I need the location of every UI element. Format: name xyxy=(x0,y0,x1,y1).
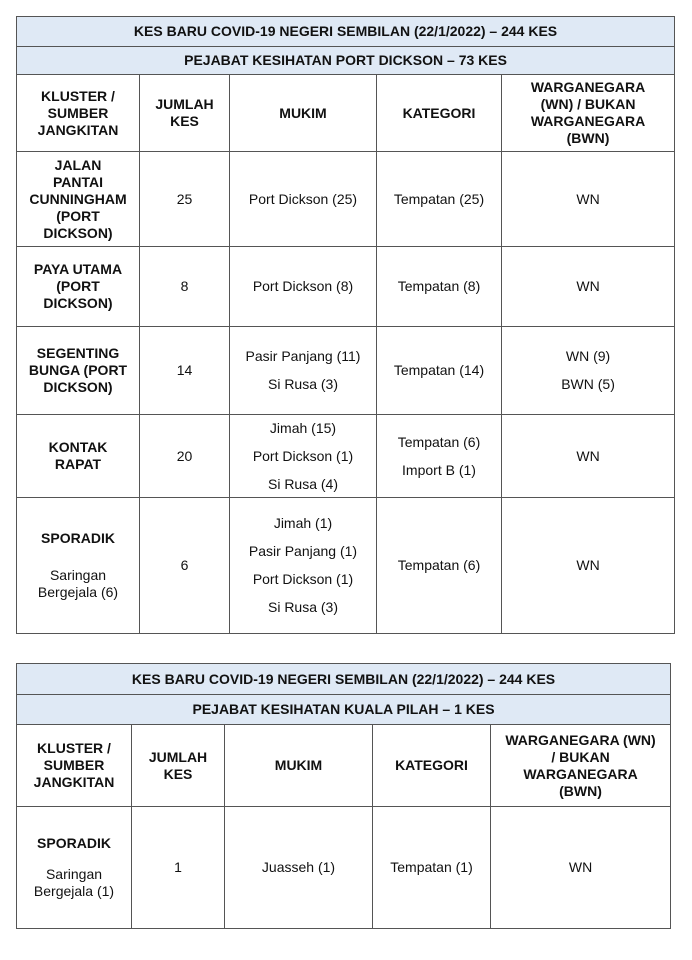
mukim-cell: Pasir Panjang (11) Si Rusa (3) xyxy=(230,327,377,415)
kluster-cell: SPORADIK Saringan Bergejala (1) xyxy=(17,807,132,929)
kategori-cell: Tempatan (6) Import B (1) xyxy=(377,415,502,498)
kuala-pilah-table xyxy=(16,663,671,929)
table-row xyxy=(17,807,671,929)
kategori-cell: Tempatan (8) xyxy=(377,247,502,327)
mukim-cell: Jimah (15) Port Dickson (1) Si Rusa (4) xyxy=(230,415,377,498)
warganegara-cell: WN (9) BWN (5) xyxy=(502,327,675,415)
header-kategori: KATEGORI xyxy=(377,75,502,152)
header-jumlah: JUMLAH KES xyxy=(140,75,230,152)
mukim-cell: Port Dickson (8) xyxy=(230,247,377,327)
warganegara-cell: WN xyxy=(491,807,671,929)
table-row xyxy=(17,415,675,498)
table-title: KES BARU COVID-19 NEGERI SEMBILAN (22/1/2022) – 244 KES xyxy=(17,664,671,695)
office-title: PEJABAT KESIHATAN PORT DICKSON – 73 KES xyxy=(17,47,675,75)
office-title: PEJABAT KESIHATAN KUALA PILAH – 1 KES xyxy=(17,695,671,725)
port-dickson-table xyxy=(16,16,675,634)
header-mukim: MUKIM xyxy=(225,725,373,807)
header-kluster: KLUSTER / SUMBER JANGKITAN xyxy=(17,75,140,152)
jumlah-cell: 20 xyxy=(140,415,230,498)
kluster-cell: PAYA UTAMA (PORT DICKSON) xyxy=(17,247,140,327)
header-warganegara: WARGANEGARA (WN) / BUKAN WARGANEGARA (BWN) xyxy=(502,75,675,152)
kluster-cell: SEGENTING BUNGA (PORT DICKSON) xyxy=(17,327,140,415)
jumlah-cell: 1 xyxy=(132,807,225,929)
table-row xyxy=(17,247,675,327)
jumlah-cell: 8 xyxy=(140,247,230,327)
table-row xyxy=(17,152,675,247)
mukim-cell: Port Dickson (25) xyxy=(230,152,377,247)
table-title: KES BARU COVID-19 NEGERI SEMBILAN (22/1/2022) – 244 KES xyxy=(17,17,675,47)
mukim-cell: Juasseh (1) xyxy=(225,807,373,929)
kluster-cell: KONTAK RAPAT xyxy=(17,415,140,498)
kluster-cell: SPORADIK Saringan Bergejala (6) xyxy=(17,498,140,634)
warganegara-cell: WN xyxy=(502,415,675,498)
warganegara-cell: WN xyxy=(502,152,675,247)
kategori-cell: Tempatan (1) xyxy=(373,807,491,929)
warganegara-cell: WN xyxy=(502,498,675,634)
warganegara-cell: WN xyxy=(502,247,675,327)
kategori-cell: Tempatan (25) xyxy=(377,152,502,247)
header-kategori: KATEGORI xyxy=(373,725,491,807)
jumlah-cell: 25 xyxy=(140,152,230,247)
jumlah-cell: 6 xyxy=(140,498,230,634)
table-row xyxy=(17,498,675,634)
kluster-cell: JALAN PANTAI CUNNINGHAM (PORT DICKSON) xyxy=(17,152,140,247)
kategori-cell: Tempatan (6) xyxy=(377,498,502,634)
header-jumlah: JUMLAH KES xyxy=(132,725,225,807)
mukim-cell: Jimah (1) Pasir Panjang (1) Port Dickson (1) Si Rusa (3) xyxy=(230,498,377,634)
header-mukim: MUKIM xyxy=(230,75,377,152)
kategori-cell: Tempatan (14) xyxy=(377,327,502,415)
jumlah-cell: 14 xyxy=(140,327,230,415)
header-warganegara: WARGANEGARA (WN) / BUKAN WARGANEGARA (BWN) xyxy=(491,725,671,807)
table-row xyxy=(17,327,675,415)
header-kluster: KLUSTER / SUMBER JANGKITAN xyxy=(17,725,132,807)
